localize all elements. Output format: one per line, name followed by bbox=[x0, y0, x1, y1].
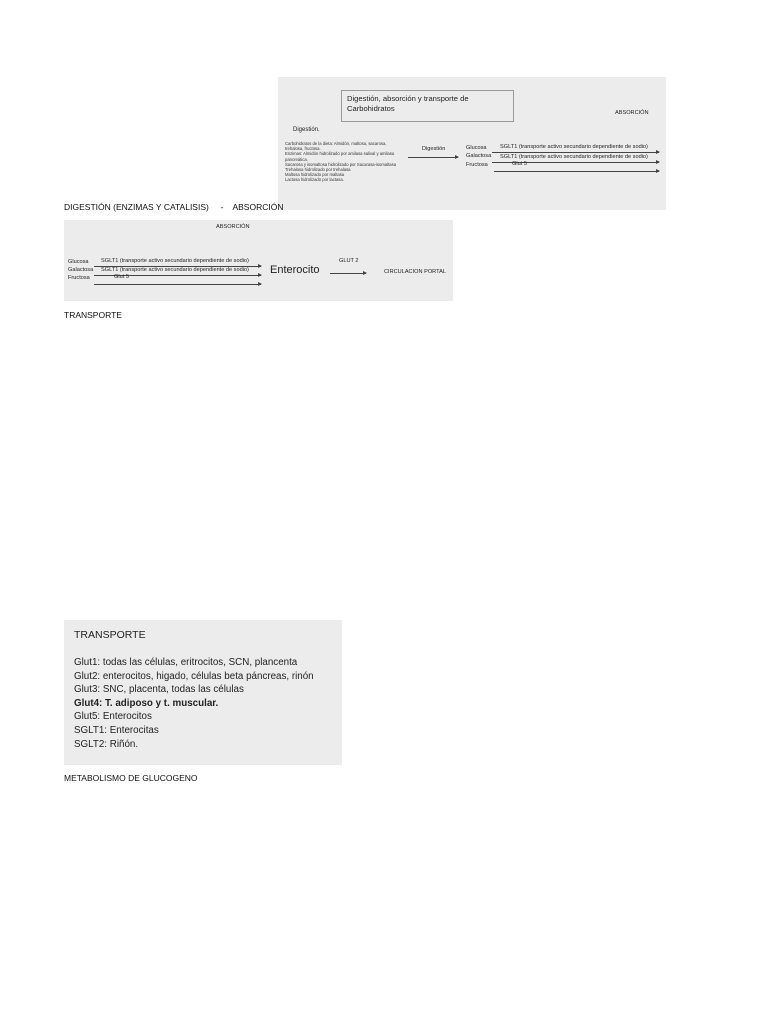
sugar-label-galactosa: Galactosa bbox=[466, 153, 492, 159]
transport-line: Glut5: Enterocitos bbox=[74, 711, 152, 723]
transporter-label: SGLT1 (transporte activo secundario dependiente de sodio) bbox=[500, 144, 648, 150]
digestion-absorption-panel bbox=[278, 77, 666, 210]
transport-line: SGLT2: Riñón. bbox=[74, 738, 139, 750]
glut2-arrow bbox=[330, 273, 366, 274]
transporter-label: SGLT1 (transporte activo secundario dependiente de sodio) bbox=[101, 258, 249, 264]
sugar-label-glucosa: Glucosa bbox=[68, 259, 89, 265]
transporter-label: SGLT1 (transporte activo secundario dependiente de sodio) bbox=[101, 267, 249, 273]
transport-line: Glut4: T. adiposo y t. muscular. bbox=[74, 697, 219, 709]
transport-list bbox=[74, 656, 314, 751]
transport-title: TRANSPORTE bbox=[74, 629, 146, 641]
digestion-arrow-label: Digestión bbox=[422, 146, 446, 152]
transporter-label: Glut 5 bbox=[114, 274, 129, 280]
transport-panel bbox=[64, 620, 342, 765]
transport-line: Glut1: todas las células, eritrocitos, SCN, plancenta bbox=[74, 657, 298, 668]
absorption-panel bbox=[64, 220, 453, 301]
transport-line: SGLT1: Enterocitas bbox=[74, 724, 159, 736]
transporter-label: Glut 5 bbox=[512, 161, 527, 167]
digestion-line: Trehalosa hidrolizado por trehalasa bbox=[285, 167, 351, 173]
panel-title: Digestión, absorción y transporte de Carbohidratos bbox=[347, 94, 469, 113]
fructosa-arrow bbox=[494, 171, 659, 172]
circulacion-portal-label: CIRCULACION PORTAL bbox=[384, 269, 446, 275]
sugar-label-galactosa: Galactosa bbox=[68, 267, 94, 273]
caption-metabolismo-glucogeno: METABOLISMO DE GLUCOGENO bbox=[64, 773, 198, 783]
enterocito-label: Enterocito bbox=[270, 264, 320, 276]
glut2-label: GLUT 2 bbox=[339, 258, 359, 264]
digestion-line: Carbohidratos de la dieta: Almidón, maltosa, sacarosa, bbox=[285, 141, 387, 146]
fructosa-arrow bbox=[94, 284, 261, 285]
digestion-header: Digestión. bbox=[293, 127, 320, 133]
digestion-line: Maltosa hidrolizado por maltasa bbox=[285, 172, 345, 178]
absorcion-label: ABSORCIÓN bbox=[216, 224, 250, 230]
sugar-label-fructosa: Fructosa bbox=[466, 162, 488, 168]
caption-digestion-absorcion: DIGESTIÓN (ENZIMAS Y CATALISIS) - ABSORCIÓN bbox=[64, 202, 284, 212]
absorcion-label: ABSORCIÓN bbox=[615, 110, 649, 116]
digestion-line: Lactosa hidrolizado por lactasa. bbox=[285, 177, 344, 183]
transporter-label: SGLT1 (transporte activo secundario dependiente de sodio) bbox=[500, 154, 648, 160]
sugar-label-glucosa: Glucosa bbox=[466, 145, 487, 151]
digestion-description bbox=[285, 141, 396, 183]
transport-line: Glut2: enterocitos, higado, células beta páncreas, rinón bbox=[74, 670, 314, 682]
transport-line: Glut3: SNC, placenta, todas las células bbox=[74, 684, 244, 696]
panel-title-box bbox=[341, 90, 514, 122]
caption-transporte: TRANSPORTE bbox=[64, 310, 122, 320]
digestion-line: Enzimas: Almidón hidrolizado por amilasa salival y amilasa bbox=[285, 151, 395, 157]
glucosa-arrow bbox=[492, 152, 659, 153]
sugar-label-fructosa: Fructosa bbox=[68, 275, 90, 281]
digestion-line: trehalosa, fructosa. bbox=[285, 146, 321, 152]
digestion-arrow bbox=[408, 157, 458, 158]
digestion-line: Sacarosa y isomaltosa hidrolizado por Sacarasa-isomaltasa bbox=[285, 161, 397, 167]
digestion-line: pancreática. bbox=[285, 156, 308, 162]
